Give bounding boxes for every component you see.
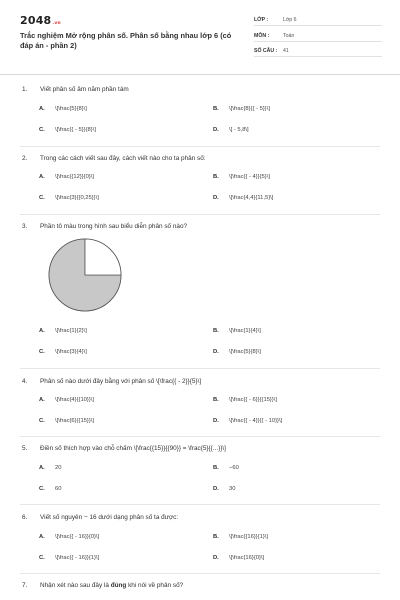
meta-count-value: 41: [283, 48, 289, 54]
meta-count-key: SỐ CÂU :: [254, 48, 278, 54]
meta-subject-value: Toán: [283, 33, 295, 39]
question-text: Trong các cách viết sau đây, cách viết nào cho ta phân số:: [40, 155, 206, 162]
meta-class-key: LỚP :: [254, 17, 269, 23]
question-text: Phần tô màu trong hình sau biểu diễn phân số nào?: [40, 223, 188, 230]
question-number: 3.: [22, 223, 28, 230]
meta-count: [254, 45, 382, 57]
question-number: 6.: [22, 514, 28, 521]
meta-class: [254, 14, 382, 26]
pie-unshaded-slice: [85, 239, 121, 275]
site-logo[interactable]: 2048.vn: [20, 14, 61, 27]
divider: [20, 214, 380, 215]
divider: [20, 436, 380, 437]
question-text: Viết số nguyên − 16 dưới dạng phân số ta được:: [40, 514, 179, 521]
question-number: 2.: [22, 155, 28, 162]
divider: [20, 504, 380, 505]
document-header: [0, 0, 400, 75]
emphasis-text: đúng: [110, 582, 127, 589]
question-number: 7.: [22, 582, 28, 589]
divider: [20, 368, 380, 369]
question-text: Điền số thích hợp vào chỗ chấm \[\frac{{15}}{{90}} = \frac{5}{{...}}\]: [40, 445, 226, 452]
pie-figure: [48, 238, 122, 312]
question-number: 5.: [22, 445, 28, 452]
question-number: 1.: [22, 86, 28, 93]
meta-subject-key: MÔN :: [254, 33, 270, 39]
question-text: Nhận xét nào sau đây là đúng khi nói về phân số?: [40, 582, 184, 589]
divider: [20, 146, 380, 147]
question-text: Phân số nào dưới đây bằng với phân số \[\frac{{ - 2}}{5}\]: [40, 378, 202, 385]
question-number: 4.: [22, 378, 28, 385]
meta-class-value: Lớp 6: [283, 17, 297, 23]
meta-subject: [254, 30, 382, 42]
question-text: Viết phân số âm năm phần tám: [40, 86, 129, 93]
divider: [20, 573, 380, 574]
document-title: Trắc nghiệm Mở rộng phân số. Phân số bằng nhau lớp 6 (có đáp án - phần 2): [20, 31, 232, 50]
